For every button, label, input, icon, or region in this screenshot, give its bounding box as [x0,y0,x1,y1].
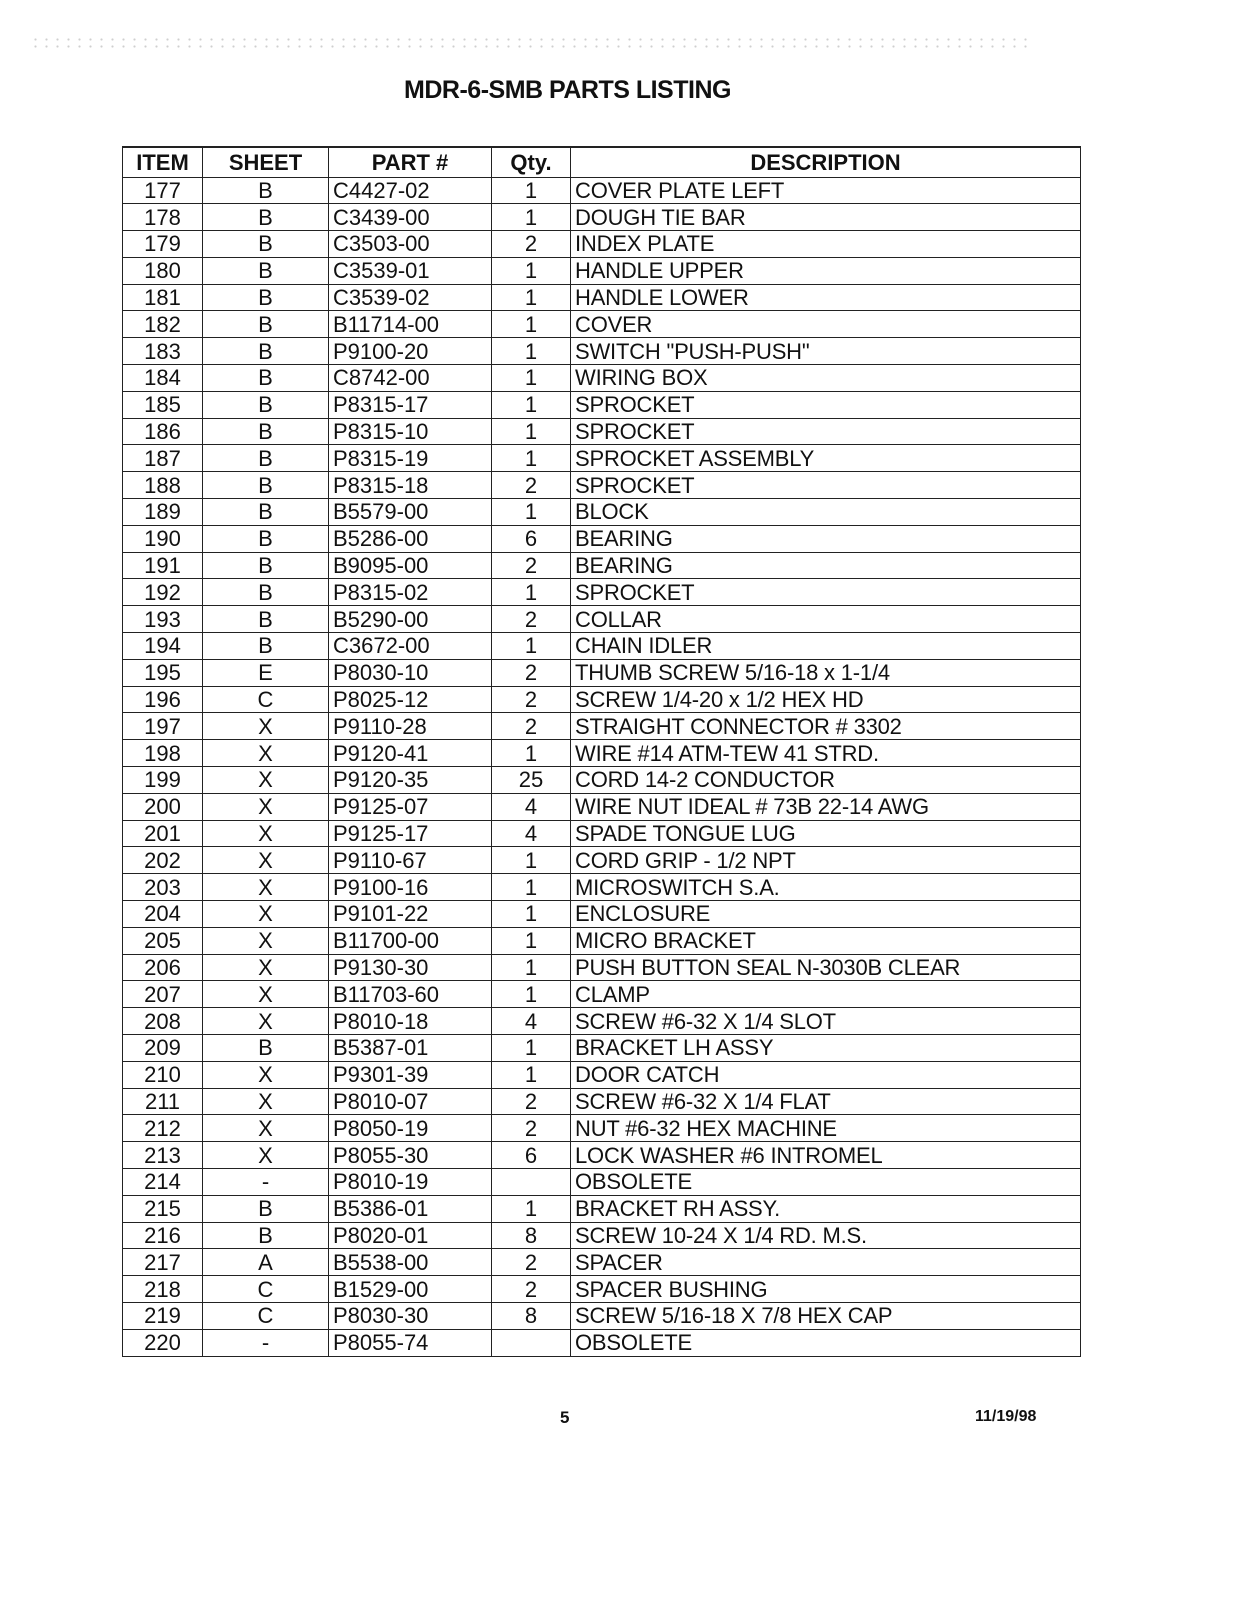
cell-part-number: B5538-00 [329,1249,492,1276]
cell-item: 207 [123,981,203,1008]
cell-description: CLAMP [571,981,1081,1008]
cell-sheet: B [203,257,329,284]
cell-description: ENCLOSURE [571,901,1081,928]
page-date: 11/19/98 [975,1408,1037,1425]
table-row [123,686,1081,713]
table-row [123,901,1081,928]
cell-qty: 2 [492,686,571,713]
cell-sheet: B [203,472,329,499]
cell-sheet: A [203,1249,329,1276]
cell-qty: 1 [492,418,571,445]
cell-description: BRACKET RH ASSY. [571,1195,1081,1222]
table-row [123,338,1081,365]
table-row [123,954,1081,981]
cell-part-number: C3503-00 [329,231,492,258]
cell-description: NUT #6-32 HEX MACHINE [571,1115,1081,1142]
cell-item: 219 [123,1302,203,1329]
cell-item: 180 [123,257,203,284]
cell-qty: 8 [492,1302,571,1329]
table-row [123,1035,1081,1062]
cell-item: 211 [123,1088,203,1115]
table-row [123,579,1081,606]
cell-part-number: P9100-16 [329,874,492,901]
table-row [123,552,1081,579]
cell-sheet: B [203,311,329,338]
cell-sheet: B [203,338,329,365]
table-row [123,1115,1081,1142]
cell-description: CORD GRIP - 1/2 NPT [571,847,1081,874]
cell-qty: 2 [492,713,571,740]
cell-part-number: P8030-30 [329,1302,492,1329]
table-row [123,1142,1081,1169]
cell-sheet: X [203,1008,329,1035]
cell-description: WIRING BOX [571,365,1081,392]
table-row [123,874,1081,901]
table-row [123,1195,1081,1222]
cell-sheet: X [203,981,329,1008]
cell-sheet: X [203,954,329,981]
cell-sheet: E [203,659,329,686]
cell-item: 194 [123,633,203,660]
cell-description: WIRE #14 ATM-TEW 41 STRD. [571,740,1081,767]
cell-item: 204 [123,901,203,928]
cell-part-number: P9110-67 [329,847,492,874]
cell-sheet: B [203,231,329,258]
cell-description: SPACER [571,1249,1081,1276]
cell-qty: 1 [492,445,571,472]
cell-qty: 2 [492,1276,571,1303]
cell-description: BRACKET LH ASSY [571,1035,1081,1062]
cell-item: 185 [123,391,203,418]
cell-qty: 1 [492,338,571,365]
cell-sheet: B [203,284,329,311]
cell-qty: 2 [492,552,571,579]
cell-part-number: B11700-00 [329,927,492,954]
cell-sheet: - [203,1329,329,1356]
cell-part-number: P9120-35 [329,767,492,794]
cell-sheet: B [203,418,329,445]
cell-item: 177 [123,177,203,204]
cell-part-number: C3539-02 [329,284,492,311]
cell-qty: 1 [492,311,571,338]
table-row [123,391,1081,418]
cell-item: 182 [123,311,203,338]
cell-description: COVER PLATE LEFT [571,177,1081,204]
table-row [123,472,1081,499]
cell-item: 210 [123,1061,203,1088]
cell-sheet: B [203,1222,329,1249]
cell-item: 181 [123,284,203,311]
cell-description: COVER [571,311,1081,338]
cell-item: 212 [123,1115,203,1142]
table-row [123,1302,1081,1329]
cell-qty: 1 [492,284,571,311]
cell-item: 183 [123,338,203,365]
cell-qty: 2 [492,1088,571,1115]
cell-item: 206 [123,954,203,981]
cell-item: 195 [123,659,203,686]
cell-part-number: P8055-74 [329,1329,492,1356]
cell-qty: 1 [492,499,571,526]
table-row [123,1249,1081,1276]
cell-description: LOCK WASHER #6 INTROMEL [571,1142,1081,1169]
table-row [123,606,1081,633]
cell-description: COLLAR [571,606,1081,633]
cell-part-number: P8020-01 [329,1222,492,1249]
cell-description: CHAIN IDLER [571,633,1081,660]
cell-part-number: C3539-01 [329,257,492,284]
cell-sheet: X [203,874,329,901]
cell-part-number: P8315-02 [329,579,492,606]
cell-part-number: P9100-20 [329,338,492,365]
table-row [123,740,1081,767]
table-body [123,177,1081,1356]
cell-qty: 2 [492,1249,571,1276]
cell-description: SCREW #6-32 X 1/4 SLOT [571,1008,1081,1035]
cell-sheet: X [203,847,329,874]
cell-description: SCREW 1/4-20 x 1/2 HEX HD [571,686,1081,713]
cell-item: 205 [123,927,203,954]
cell-sheet: B [203,552,329,579]
cell-description: BLOCK [571,499,1081,526]
cell-description: SCREW 10-24 X 1/4 RD. M.S. [571,1222,1081,1249]
cell-sheet: B [203,1035,329,1062]
page-number: 5 [560,1408,570,1427]
cell-part-number: P8315-18 [329,472,492,499]
cell-qty: 1 [492,633,571,660]
cell-sheet: B [203,177,329,204]
table-row [123,847,1081,874]
cell-item: 193 [123,606,203,633]
cell-qty: 8 [492,1222,571,1249]
cell-qty: 1 [492,365,571,392]
cell-qty: 4 [492,793,571,820]
cell-part-number: P9125-07 [329,793,492,820]
cell-description: SWITCH "PUSH-PUSH" [571,338,1081,365]
cell-sheet: C [203,1276,329,1303]
table-row [123,204,1081,231]
cell-item: 186 [123,418,203,445]
cell-part-number: P9130-30 [329,954,492,981]
table-row [123,713,1081,740]
table-row [123,177,1081,204]
cell-part-number: P8010-18 [329,1008,492,1035]
table-row [123,231,1081,258]
cell-part-number: B5290-00 [329,606,492,633]
cell-item: 184 [123,365,203,392]
cell-qty: 2 [492,1115,571,1142]
cell-description: SPROCKET [571,579,1081,606]
cell-part-number: B9095-00 [329,552,492,579]
cell-item: 188 [123,472,203,499]
cell-sheet: X [203,713,329,740]
cell-part-number: P8025-12 [329,686,492,713]
table-row [123,257,1081,284]
cell-part-number: P8315-19 [329,445,492,472]
cell-item: 198 [123,740,203,767]
cell-item: 192 [123,579,203,606]
cell-part-number: P8010-07 [329,1088,492,1115]
cell-qty: 1 [492,579,571,606]
table-row [123,820,1081,847]
header-part: PART # [329,147,492,177]
cell-qty: 6 [492,525,571,552]
cell-qty [492,1168,571,1195]
cell-description: BEARING [571,552,1081,579]
cell-item: 191 [123,552,203,579]
cell-sheet: X [203,901,329,928]
cell-qty: 2 [492,606,571,633]
cell-part-number: B5387-01 [329,1035,492,1062]
cell-part-number: P9301-39 [329,1061,492,1088]
cell-part-number: B5386-01 [329,1195,492,1222]
header-qty: Qty. [492,147,571,177]
table-row [123,284,1081,311]
cell-description: BEARING [571,525,1081,552]
table-row [123,1222,1081,1249]
cell-part-number: C4427-02 [329,177,492,204]
cell-qty: 1 [492,1035,571,1062]
cell-qty: 1 [492,874,571,901]
cell-part-number: P9110-28 [329,713,492,740]
header-description: DESCRIPTION [571,147,1081,177]
cell-sheet: B [203,391,329,418]
cell-item: 200 [123,793,203,820]
cell-description: SPROCKET [571,472,1081,499]
cell-sheet: X [203,740,329,767]
cell-sheet: X [203,1142,329,1169]
cell-description: INDEX PLATE [571,231,1081,258]
cell-item: 199 [123,767,203,794]
table-row [123,445,1081,472]
cell-description: THUMB SCREW 5/16-18 x 1-1/4 [571,659,1081,686]
table-header-row [123,147,1081,177]
cell-sheet: B [203,445,329,472]
cell-sheet: B [203,633,329,660]
cell-qty: 1 [492,901,571,928]
cell-item: 217 [123,1249,203,1276]
cell-qty: 1 [492,927,571,954]
cell-description: SPADE TONGUE LUG [571,820,1081,847]
page-title: MDR-6-SMB PARTS LISTING [404,76,731,104]
cell-sheet: B [203,579,329,606]
cell-part-number: C3439-00 [329,204,492,231]
cell-item: 208 [123,1008,203,1035]
cell-part-number: B5286-00 [329,525,492,552]
cell-part-number: P8055-30 [329,1142,492,1169]
cell-part-number: P9120-41 [329,740,492,767]
cell-qty: 1 [492,740,571,767]
cell-qty [492,1329,571,1356]
cell-sheet: B [203,525,329,552]
cell-qty: 1 [492,1195,571,1222]
cell-part-number: C3672-00 [329,633,492,660]
table-row [123,1168,1081,1195]
cell-item: 179 [123,231,203,258]
cell-part-number: P8010-19 [329,1168,492,1195]
cell-sheet: B [203,499,329,526]
table-row [123,525,1081,552]
cell-sheet: X [203,793,329,820]
cell-sheet: C [203,686,329,713]
cell-description: PUSH BUTTON SEAL N-3030B CLEAR [571,954,1081,981]
cell-description: CORD 14-2 CONDUCTOR [571,767,1081,794]
cell-qty: 1 [492,954,571,981]
cell-part-number: P8315-17 [329,391,492,418]
cell-sheet: B [203,204,329,231]
cell-item: 216 [123,1222,203,1249]
cell-qty: 1 [492,1061,571,1088]
cell-qty: 4 [492,1008,571,1035]
cell-item: 213 [123,1142,203,1169]
parts-table [122,146,1081,1357]
cell-sheet: X [203,1061,329,1088]
cell-description: OBSOLETE [571,1168,1081,1195]
cell-part-number: P8050-19 [329,1115,492,1142]
cell-item: 196 [123,686,203,713]
cell-part-number: P9125-17 [329,820,492,847]
cell-part-number: B5579-00 [329,499,492,526]
table-row [123,1061,1081,1088]
cell-description: SCREW 5/16-18 X 7/8 HEX CAP [571,1302,1081,1329]
cell-item: 178 [123,204,203,231]
cell-sheet: X [203,767,329,794]
table-row [123,1088,1081,1115]
cell-item: 202 [123,847,203,874]
cell-qty: 1 [492,177,571,204]
cell-item: 190 [123,525,203,552]
table-row [123,1276,1081,1303]
cell-part-number: P9101-22 [329,901,492,928]
table-row [123,365,1081,392]
scan-speckle [30,36,1030,48]
cell-qty: 1 [492,391,571,418]
cell-qty: 2 [492,231,571,258]
table-row [123,1329,1081,1356]
table-row [123,793,1081,820]
cell-qty: 1 [492,257,571,284]
cell-description: DOUGH TIE BAR [571,204,1081,231]
cell-description: SPACER BUSHING [571,1276,1081,1303]
table-row [123,311,1081,338]
cell-sheet: B [203,1195,329,1222]
cell-sheet: X [203,927,329,954]
cell-sheet: C [203,1302,329,1329]
table-row [123,499,1081,526]
cell-part-number: B11714-00 [329,311,492,338]
cell-qty: 2 [492,659,571,686]
cell-item: 189 [123,499,203,526]
cell-qty: 4 [492,820,571,847]
cell-description: SPROCKET [571,391,1081,418]
cell-sheet: B [203,606,329,633]
cell-description: SCREW #6-32 X 1/4 FLAT [571,1088,1081,1115]
cell-sheet: X [203,1088,329,1115]
cell-sheet: X [203,1115,329,1142]
cell-item: 215 [123,1195,203,1222]
cell-qty: 1 [492,847,571,874]
cell-qty: 1 [492,204,571,231]
cell-part-number: B11703-60 [329,981,492,1008]
cell-sheet: - [203,1168,329,1195]
table-row [123,418,1081,445]
cell-description: WIRE NUT IDEAL # 73B 22-14 AWG [571,793,1081,820]
table-row [123,767,1081,794]
cell-item: 197 [123,713,203,740]
cell-item: 218 [123,1276,203,1303]
cell-qty: 6 [492,1142,571,1169]
table-row [123,927,1081,954]
cell-item: 220 [123,1329,203,1356]
cell-item: 209 [123,1035,203,1062]
cell-description: SPROCKET [571,418,1081,445]
cell-part-number: B1529-00 [329,1276,492,1303]
cell-sheet: B [203,365,329,392]
table-row [123,659,1081,686]
table-row [123,1008,1081,1035]
cell-qty: 1 [492,981,571,1008]
cell-part-number: C8742-00 [329,365,492,392]
cell-item: 187 [123,445,203,472]
cell-qty: 2 [492,472,571,499]
cell-item: 203 [123,874,203,901]
cell-description: SPROCKET ASSEMBLY [571,445,1081,472]
table-row [123,981,1081,1008]
cell-description: HANDLE UPPER [571,257,1081,284]
cell-part-number: P8030-10 [329,659,492,686]
cell-description: MICRO BRACKET [571,927,1081,954]
cell-description: OBSOLETE [571,1329,1081,1356]
table-row [123,633,1081,660]
cell-description: DOOR CATCH [571,1061,1081,1088]
cell-part-number: P8315-10 [329,418,492,445]
cell-sheet: X [203,820,329,847]
cell-description: STRAIGHT CONNECTOR # 3302 [571,713,1081,740]
header-sheet: SHEET [203,147,329,177]
cell-description: MICROSWITCH S.A. [571,874,1081,901]
cell-item: 214 [123,1168,203,1195]
cell-qty: 25 [492,767,571,794]
cell-item: 201 [123,820,203,847]
header-item: ITEM [123,147,203,177]
cell-description: HANDLE LOWER [571,284,1081,311]
